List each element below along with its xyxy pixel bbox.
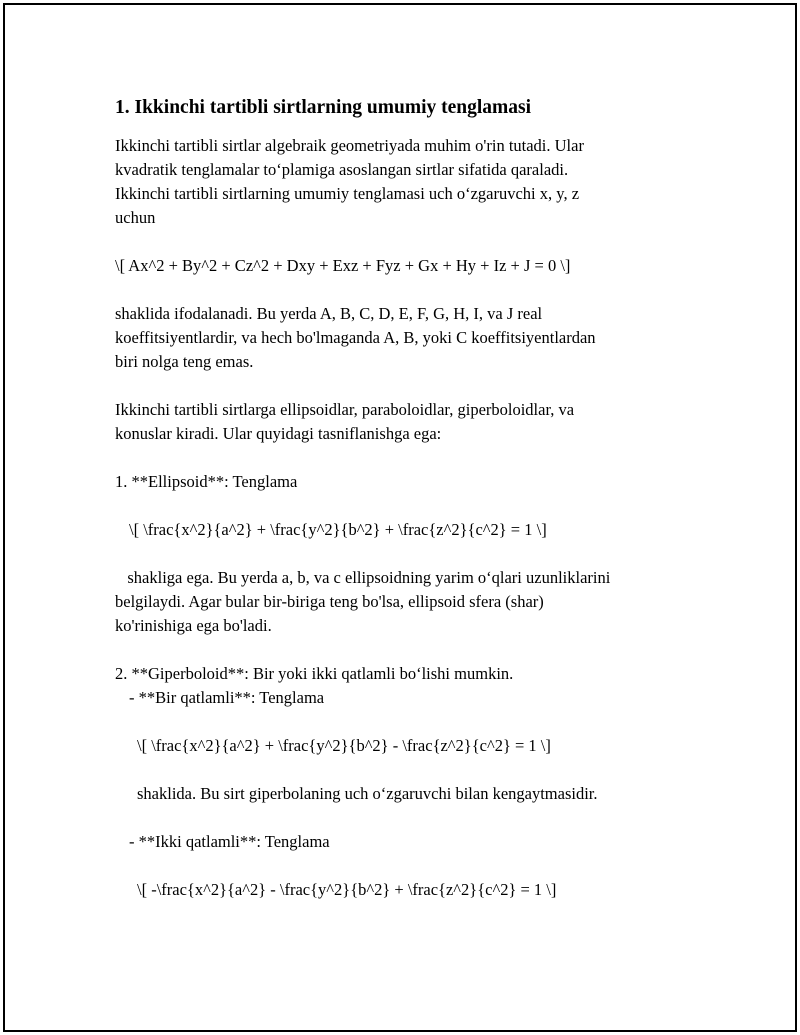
two-sheet-equation-text: \[ -\frac{x^2}{a^2} - \frac{y^2}{b^2} + \frac{z^2}{c^2} = 1 \]	[137, 880, 557, 899]
general-equation-text: \[ Ax^2 + By^2 + Cz^2 + Dxy + Exz + Fyz + Gx + Hy + Iz + J = 0 \]	[115, 256, 571, 275]
intro-line: Ikkinchi tartibli sirtlar algebraik geometriyada muhim o'rin tutadi. Ular	[115, 136, 584, 155]
two-sheet-equation	[115, 878, 675, 902]
ellipsoid-description-line: shakliga ega. Bu yerda a, b, va c ellipsoidning yarim o‘qlari uzunliklarini	[115, 568, 611, 587]
types-intro-line: konuslar kiradi. Ular quyidagi tasniflanishga ega:	[115, 424, 442, 443]
one-sheet-title	[115, 686, 675, 710]
ellipsoid-description	[115, 566, 675, 638]
types-intro-line: Ikkinchi tartibli sirtlarga ellipsoidlar, paraboloidlar, giperboloidlar, va	[115, 400, 575, 419]
one-sheet-equation	[115, 734, 675, 758]
one-sheet-description	[115, 782, 675, 806]
general-equation	[115, 254, 675, 278]
intro-paragraph	[115, 134, 675, 230]
intro-line: uchun	[115, 208, 156, 227]
ellipsoid-title-text: 1. **Ellipsoid**: Tenglama	[115, 472, 298, 491]
ellipsoid-description-line: belgilaydi. Agar bular bir-biriga teng bo'lsa, ellipsoid sfera (shar)	[115, 592, 544, 611]
hyperboloid-title-text: 2. **Giperboloid**: Bir yoki ikki qatlamli bo‘lishi mumkin.	[115, 664, 514, 683]
types-intro-paragraph	[115, 398, 675, 446]
one-sheet-equation-text: \[ \frac{x^2}{a^2} + \frac{y^2}{b^2} - \frac{z^2}{c^2} = 1 \]	[137, 736, 551, 755]
two-sheet-title-text: - **Ikki qatlamli**: Tenglama	[129, 832, 330, 851]
intro-line: Ikkinchi tartibli sirtlarning umumiy tenglamasi uch o‘zgaruvchi x, y, z	[115, 184, 580, 203]
ellipsoid-equation	[115, 518, 675, 542]
ellipsoid-description-line: ko'rinishiga ega bo'ladi.	[115, 616, 272, 635]
coefficients-line: shaklida ifodalanadi. Bu yerda A, B, C, D, E, F, G, H, I, va J real	[115, 304, 543, 323]
coefficients-line: koeffitsiyentlardir, va hech bo'lmaganda A, B, yoki C koeffitsiyentlardan	[115, 328, 596, 347]
section-heading: 1. Ikkinchi tartibli sirtlarning umumiy tenglamasi	[115, 97, 532, 118]
two-sheet-title	[115, 830, 675, 854]
ellipsoid-equation-text: \[ \frac{x^2}{a^2} + \frac{y^2}{b^2} + \frac{z^2}{c^2} = 1 \]	[129, 520, 547, 539]
intro-line: kvadratik tenglamalar to‘plamiga asoslangan sirtlar sifatida qaraladi.	[115, 160, 569, 179]
ellipsoid-title	[115, 470, 675, 494]
hyperboloid-title	[115, 662, 675, 686]
coefficients-line: biri nolga teng emas.	[115, 352, 254, 371]
one-sheet-title-text: - **Bir qatlamli**: Tenglama	[129, 688, 325, 707]
coefficients-paragraph	[115, 302, 675, 374]
document-body	[115, 95, 675, 926]
one-sheet-description-text: shaklida. Bu sirt giperbolaning uch o‘zgaruvchi bilan kengaytmasidir.	[137, 784, 598, 803]
